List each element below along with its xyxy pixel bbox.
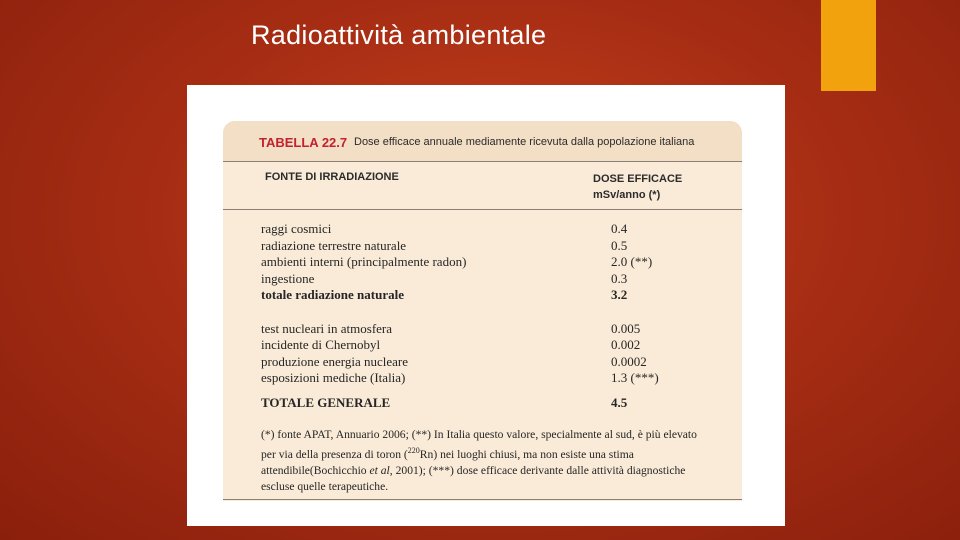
- row-source: test nucleari in atmosfera: [261, 320, 393, 336]
- table-row: [223, 321, 742, 338]
- table-bottom-rule: [223, 499, 742, 500]
- row-spacer: [223, 304, 742, 321]
- row-source: radiazione terrestre naturale: [261, 237, 407, 253]
- column-header-dose-line1: DOSE EFFICACE: [593, 173, 683, 185]
- row-spacer: [223, 387, 742, 395]
- slide-title: Radioattività ambientale: [251, 20, 547, 50]
- row-value: 0.0002: [611, 353, 647, 369]
- table-row: [223, 370, 742, 387]
- table-row: [223, 271, 742, 288]
- row-value: 0.3: [611, 270, 628, 286]
- row-source: TOTALE GENERALE: [261, 394, 391, 410]
- table-footnote: [261, 427, 711, 495]
- row-source: incidente di Chernobyl: [261, 337, 381, 353]
- row-value: 1.3 (***): [611, 370, 659, 386]
- row-source: ingestione: [261, 270, 315, 286]
- footnote-text: , 2001); (***) dose efficace derivante dalle attività diagnostiche escluse quelle terapeutiche.: [261, 464, 686, 494]
- row-value: 2.0 (**): [611, 254, 653, 270]
- column-header-source: FONTE DI IRRADIAZIONE: [265, 171, 399, 183]
- row-value: 0.005: [611, 320, 641, 336]
- accent-bar: [821, 0, 876, 91]
- row-source: totale radiazione naturale: [261, 287, 404, 303]
- dose-table: [223, 121, 742, 501]
- footnote-superscript: 220: [407, 446, 420, 456]
- table-header: [223, 161, 742, 210]
- table-number: TABELLA 22.7: [259, 135, 348, 150]
- table-row: [223, 221, 742, 238]
- table-caption-text: Dose efficace annuale mediamente ricevuta dalla popolazione italiana: [354, 136, 695, 148]
- column-header-dose: [593, 171, 682, 203]
- table-row: [223, 354, 742, 371]
- row-value: 0.4: [611, 221, 628, 236]
- footnote-text: (*) fonte APAT, Annuario 2006; (**) In Italia questo valore, specialmente al sud, è più elevato per via della presenza di toron (: [261, 428, 697, 461]
- table-body: [223, 221, 742, 412]
- total-row: [223, 395, 742, 412]
- row-value: 0.5: [611, 237, 628, 253]
- subtotal-row: [223, 287, 742, 304]
- row-source: esposizioni mediche (Italia): [261, 370, 406, 386]
- row-source: raggi cosmici: [261, 221, 332, 236]
- table-caption: [223, 121, 742, 162]
- table-row: [223, 337, 742, 354]
- row-value: 4.5: [611, 394, 628, 410]
- row-value: 3.2: [611, 287, 628, 303]
- table-row: [223, 238, 742, 255]
- column-header-dose-line2: mSv/anno (*): [593, 189, 661, 201]
- row-source: produzione energia nucleare: [261, 353, 409, 369]
- row-value: 0.002: [611, 337, 641, 353]
- footnote-text: Rn) nei luoghi chiusi, ma non esiste una stima attendibile(Bochicchio: [261, 447, 634, 478]
- footnote-italic: et al: [369, 464, 390, 478]
- row-source: ambienti interni (principalmente radon): [261, 254, 467, 270]
- table-row: [223, 254, 742, 271]
